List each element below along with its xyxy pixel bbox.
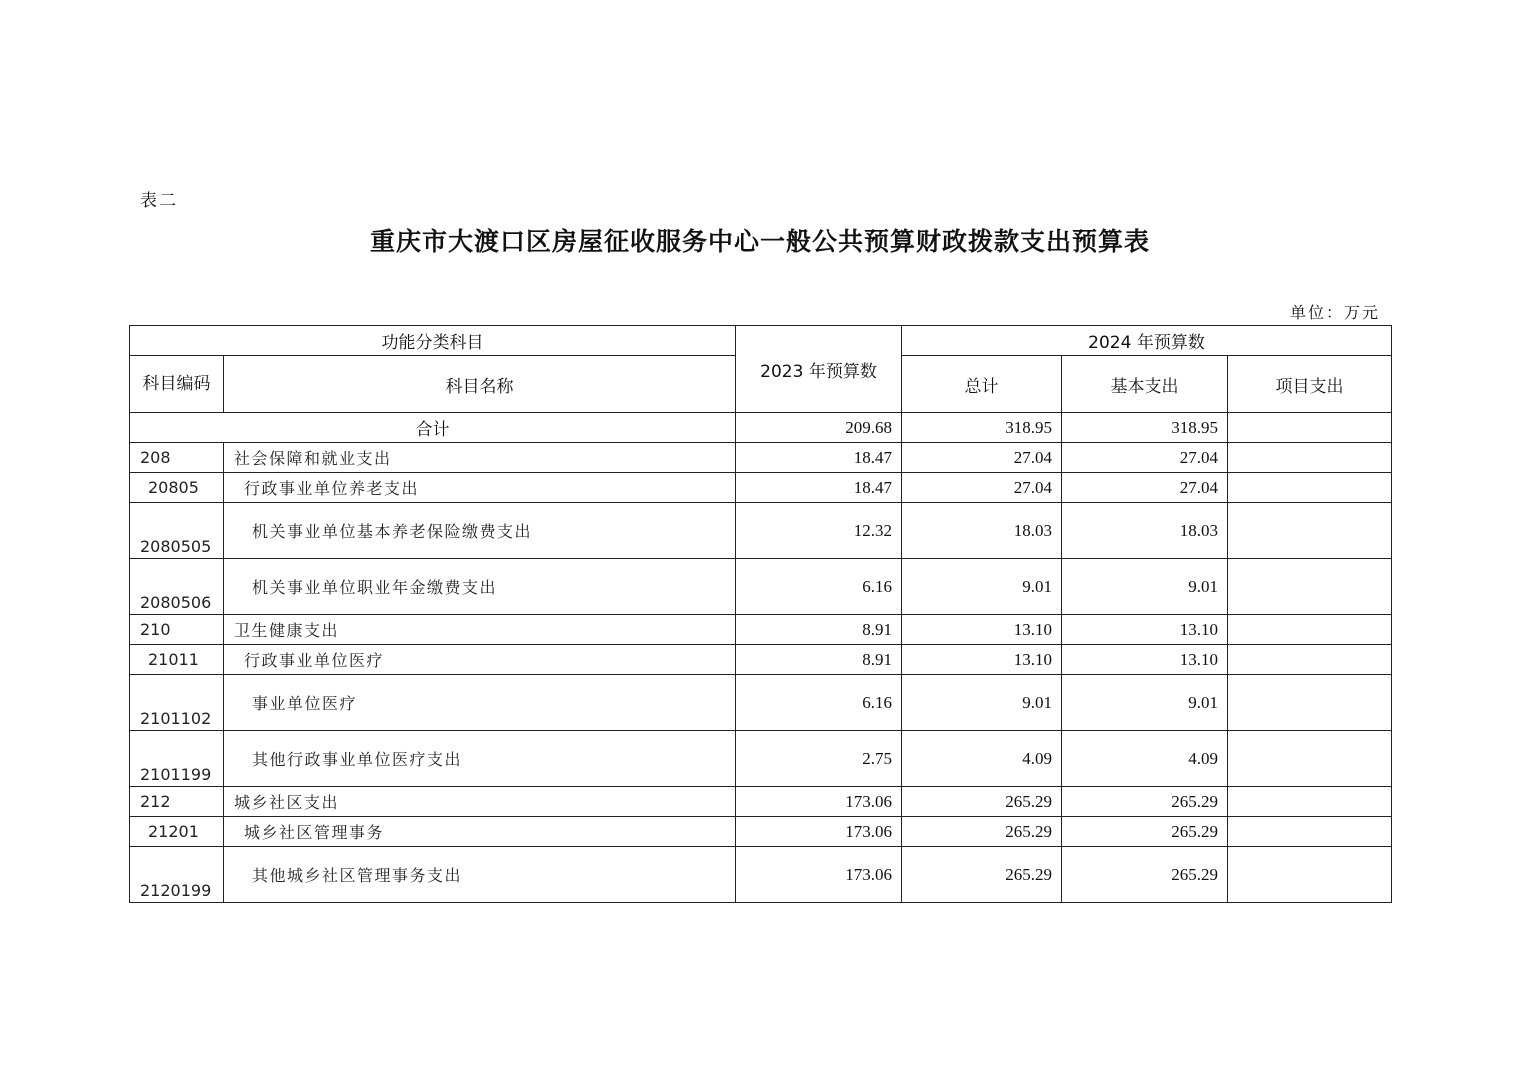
row-project <box>1228 615 1392 645</box>
row-code: 20805 <box>130 473 224 503</box>
table-row <box>130 615 1392 645</box>
row-project <box>1228 817 1392 847</box>
row-basic: 4.09 <box>1062 731 1228 787</box>
row-name: 卫生健康支出 <box>224 615 736 645</box>
table-row <box>130 817 1392 847</box>
table-row <box>130 787 1392 817</box>
row-prev: 18.47 <box>736 443 902 473</box>
row-prev: 8.91 <box>736 615 902 645</box>
row-total: 265.29 <box>902 847 1062 903</box>
row-project <box>1228 559 1392 615</box>
row-project <box>1228 503 1392 559</box>
row-project <box>1228 675 1392 731</box>
row-prev: 2.75 <box>736 731 902 787</box>
row-project <box>1228 645 1392 675</box>
row-code: 208 <box>130 443 224 473</box>
row-prev: 8.91 <box>736 645 902 675</box>
row-name: 行政事业单位医疗 <box>224 645 736 675</box>
table-row <box>130 645 1392 675</box>
row-code: 2080505 <box>130 503 224 559</box>
row-basic: 13.10 <box>1062 615 1228 645</box>
header-project: 项目支出 <box>1228 356 1392 413</box>
header-total: 总计 <box>902 356 1062 413</box>
row-name: 社会保障和就业支出 <box>224 443 736 473</box>
row-project <box>1228 443 1392 473</box>
row-name: 机关事业单位职业年金缴费支出 <box>224 559 736 615</box>
row-prev: 173.06 <box>736 817 902 847</box>
header-curr-budget: 2024 年预算数 <box>902 326 1392 356</box>
total-project <box>1228 413 1392 443</box>
table-label: 表二 <box>140 191 178 211</box>
row-basic: 18.03 <box>1062 503 1228 559</box>
row-basic: 13.10 <box>1062 645 1228 675</box>
row-prev: 18.47 <box>736 473 902 503</box>
row-total: 265.29 <box>902 787 1062 817</box>
total-total: 318.95 <box>902 413 1062 443</box>
table-row <box>130 731 1392 787</box>
header-prev-budget: 2023 年预算数 <box>736 326 902 413</box>
row-basic: 27.04 <box>1062 443 1228 473</box>
row-name: 行政事业单位养老支出 <box>224 473 736 503</box>
row-prev: 6.16 <box>736 559 902 615</box>
row-project <box>1228 847 1392 903</box>
row-total: 265.29 <box>902 817 1062 847</box>
table-row <box>130 847 1392 903</box>
row-name: 机关事业单位基本养老保险缴费支出 <box>224 503 736 559</box>
row-project <box>1228 731 1392 787</box>
row-code: 2101199 <box>130 731 224 787</box>
row-code: 21201 <box>130 817 224 847</box>
row-prev: 12.32 <box>736 503 902 559</box>
row-basic: 265.29 <box>1062 787 1228 817</box>
row-code: 21011 <box>130 645 224 675</box>
row-project <box>1228 473 1392 503</box>
row-name: 城乡社区管理事务 <box>224 817 736 847</box>
row-total: 27.04 <box>902 473 1062 503</box>
row-name: 其他行政事业单位医疗支出 <box>224 731 736 787</box>
total-basic: 318.95 <box>1062 413 1228 443</box>
header-func-category: 功能分类科目 <box>130 326 736 356</box>
row-basic: 27.04 <box>1062 473 1228 503</box>
row-project <box>1228 787 1392 817</box>
row-basic: 265.29 <box>1062 817 1228 847</box>
row-code: 2120199 <box>130 847 224 903</box>
row-code: 2080506 <box>130 559 224 615</box>
table-row <box>130 559 1392 615</box>
unit-note: 单位：万元 <box>1289 303 1380 322</box>
row-basic: 9.01 <box>1062 675 1228 731</box>
row-code: 210 <box>130 615 224 645</box>
total-prev: 209.68 <box>736 413 902 443</box>
row-total: 4.09 <box>902 731 1062 787</box>
row-total: 18.03 <box>902 503 1062 559</box>
table-row <box>130 443 1392 473</box>
row-name: 事业单位医疗 <box>224 675 736 731</box>
row-total: 9.01 <box>902 675 1062 731</box>
row-total: 27.04 <box>902 443 1062 473</box>
row-total: 13.10 <box>902 615 1062 645</box>
table-row <box>130 473 1392 503</box>
row-name: 其他城乡社区管理事务支出 <box>224 847 736 903</box>
header-basic: 基本支出 <box>1062 356 1228 413</box>
row-prev: 173.06 <box>736 847 902 903</box>
table-row <box>130 503 1392 559</box>
total-label: 合计 <box>130 413 736 443</box>
row-code: 2101102 <box>130 675 224 731</box>
table-row <box>130 675 1392 731</box>
row-total: 9.01 <box>902 559 1062 615</box>
page-title: 重庆市大渡口区房屋征收服务中心一般公共预算财政拨款支出预算表 <box>369 227 1150 256</box>
row-name: 城乡社区支出 <box>224 787 736 817</box>
budget-table <box>129 325 1392 903</box>
row-prev: 173.06 <box>736 787 902 817</box>
row-total: 13.10 <box>902 645 1062 675</box>
row-prev: 6.16 <box>736 675 902 731</box>
row-basic: 265.29 <box>1062 847 1228 903</box>
header-code: 科目编码 <box>130 356 224 413</box>
row-code: 212 <box>130 787 224 817</box>
row-basic: 9.01 <box>1062 559 1228 615</box>
total-row <box>130 413 1392 443</box>
header-name: 科目名称 <box>224 356 736 413</box>
